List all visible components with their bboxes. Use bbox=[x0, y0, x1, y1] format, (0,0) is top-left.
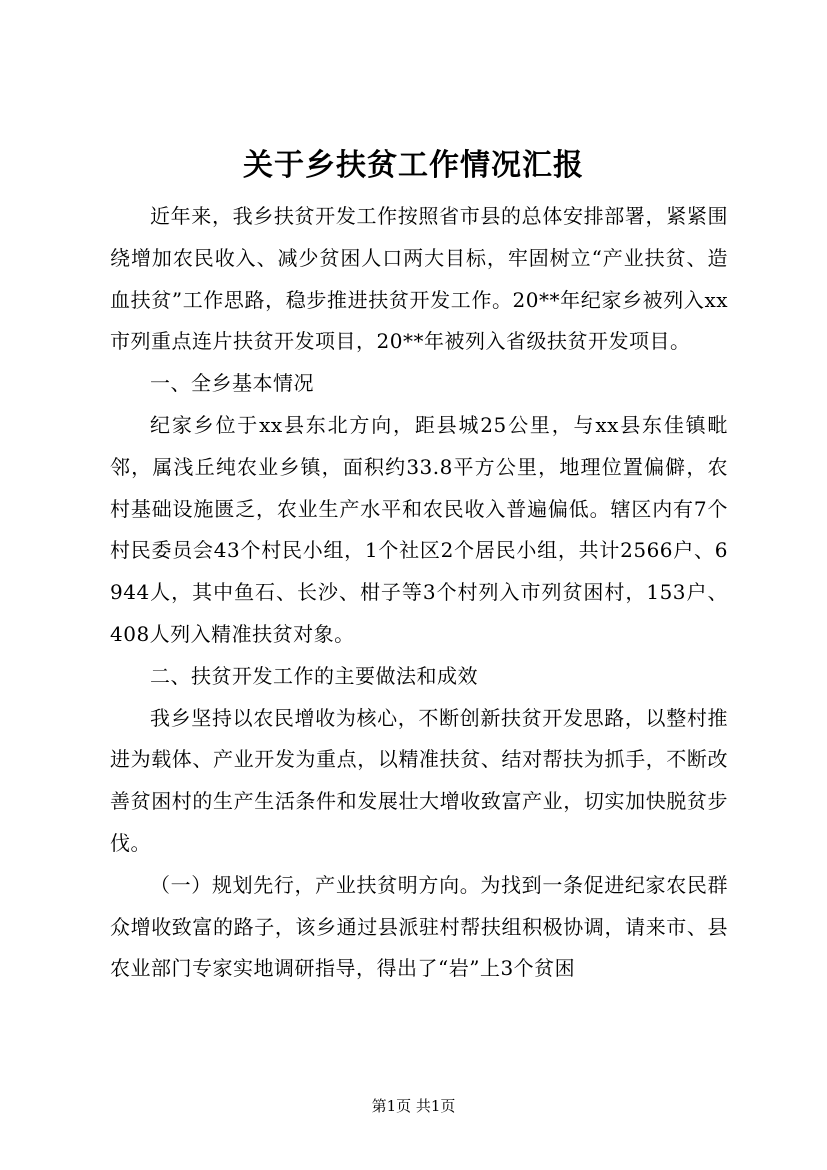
section-heading-basic-situation: 一、全乡基本情况 bbox=[150, 371, 314, 396]
section-heading-main-practices: 二、扶贫开发工作的主要做法和成效 bbox=[150, 663, 478, 688]
paragraph-basic-situation: 纪家乡位于xx县东北方向，距县城25公里，与xx县东佳镇毗邻，属浅丘纯农业乡镇，面积约33.8平方公里，地理位置偏僻，农村基础设施匮乏，农业生产水平和农民收入普遍偏低。辖区内有7个村民委员会43个村民小组，1个社区2个居民小组，共计2566户、6944人，其中鱼石、长沙、柑子等3个村列入市列贫困村，153户、408人列入精准扶贫对象。 bbox=[110, 412, 728, 646]
paragraph-main-practices: 我乡坚持以农民增收为核心，不断创新扶贫开发思路，以整村推进为载体、产业开发为重点，以精准扶贫、结对帮扶为抓手，不断改善贫困村的生产生活条件和发展壮大增收致富产业，切实加快脱贫步伐。 bbox=[110, 705, 728, 855]
page-footer: 第1页 共1页 bbox=[371, 1097, 456, 1115]
paragraph-intro: 近年来，我乡扶贫开发工作按照省市县的总体安排部署，紧紧围绕增加农民收入、减少贫困人口两大目标，牢固树立“产业扶贫、造血扶贫”工作思路，稳步推进扶贫开发工作。20**年纪家乡被列入xx市列重点连片扶贫开发项目，20**年被列入省级扶贫开发项目。 bbox=[110, 204, 728, 354]
document-title: 关于乡扶贫工作情况汇报 bbox=[243, 148, 584, 183]
paragraph-planning-first: （一）规划先行，产业扶贫明方向。为找到一条促进纪家农民群众增收致富的路子，该乡通过县派驻村帮扶组积极协调，请来市、县农业部门专家实地调研指导，得出了“岩”上3个贫困 bbox=[110, 872, 728, 981]
document-body bbox=[110, 196, 728, 990]
